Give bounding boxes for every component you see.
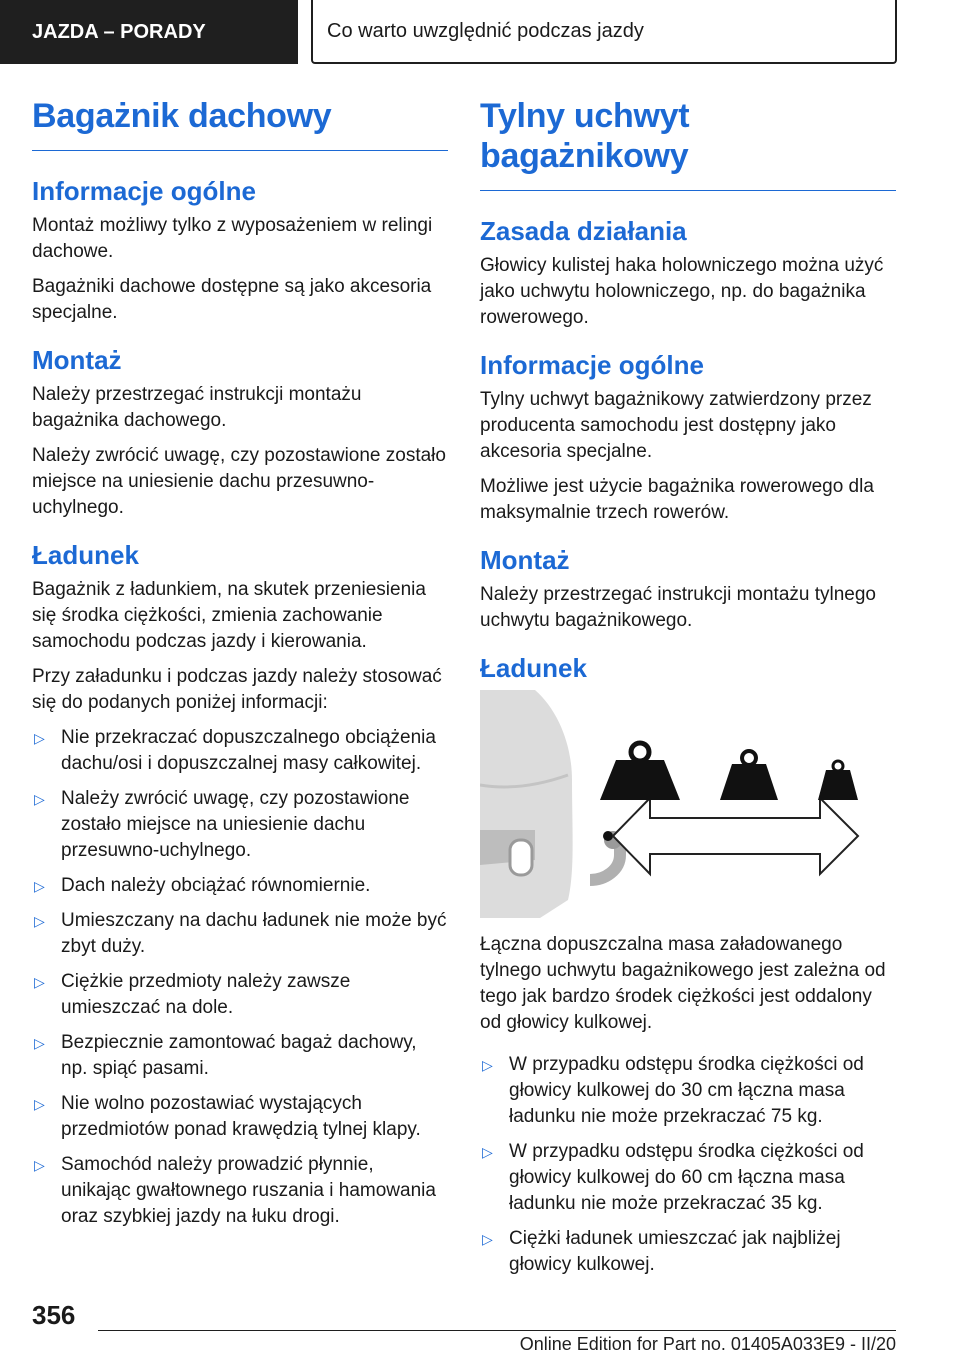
exhaust-tip [510,840,532,875]
carrier-principle-section [480,215,896,331]
triangle-right-icon: ▷ [34,1035,45,1051]
carrier-general-heading: Informacje ogólne [480,350,704,380]
footer-edition: Online Edition for Part no. 01405A033E9 - II/20 [519,1334,896,1354]
list-item: ▷ Samochód należy prowadzić płynnie, unikając gwałtownego ruszania i hamowania oraz szybkiej jazdy na łuku drogi. [34,1154,436,1227]
roof-general-p2: Bagażniki dachowe dostępne są jako akcesoria specjalne. [32,276,432,323]
triangle-right-icon: ▷ [34,730,45,746]
roof-general-heading: Informacje ogólne [32,176,256,206]
triangle-right-icon: ▷ [34,974,45,990]
roof-load-list [32,725,448,1230]
roof-load-p1: Bagażnik z ładunkiem, na skutek przeniesienia się środka ciężkości, zmienia zachowanie samochodu podczas jazdy i kierowania. [32,579,426,652]
footer-divider [98,1330,896,1331]
weight-large-icon [600,743,680,800]
list-item: ▷ Ciężki ładunek umieszczać jak najbliżej głowicy kulkowej. [482,1228,841,1275]
triangle-right-icon: ▷ [482,1144,493,1160]
list-item: ▷ Bezpiecznie zamontować bagaż dachowy, np. spiąć pasami. [34,1032,417,1079]
roof-load-heading: Ładunek [32,540,139,570]
triangle-right-icon: ▷ [34,1157,45,1173]
carrier-mount-p1: Należy przestrzegać instrukcji montażu tylnego uchwytu bagażnikowego. [480,584,877,631]
carrier-general-p2: Możliwe jest użycie bagażnika rowerowego dla maksymalnie trzech rowerów. [480,476,874,523]
carrier-load-heading: Ładunek [480,653,587,683]
triangle-right-icon: ▷ [34,791,45,807]
carrier-general-p1: Tylny uchwyt bagażnikowy zatwierdzony przez producenta samochodu jest dostępny jako akcesoria specjalne. [480,389,872,462]
list-item: ▷ Ciężkie przedmioty należy zawsze umieszczać na dole. [34,971,351,1018]
list-item: ▷ Nie przekraczać dopuszczalnego obciążenia dachu/osi i dopuszczalnej masy całkowitej. [34,727,436,774]
roof-mount-p1: Należy przestrzegać instrukcji montażu bagażnika dachowego. [32,384,362,431]
carrier-principle-p1: Głowicy kulistej haka holowniczego można użyć jako uchwytu holowniczego, np. do bagażnika rowerowego. [480,255,884,328]
chapter-tab: Co warto uwzględnić podczas jazdy [311,0,897,64]
list-item: ▷ Dach należy obciążać równomiernie. [32,873,448,899]
list-item: ▷ W przypadku odstępu środka ciężkości od głowicy kulkowej do 30 cm łączna masa ładunku nie może przekraczać 75 kg. [482,1054,864,1127]
roof-load-p2: Przy załadunku i podczas jazdy należy stosować się do podanych poniżej informacji: [32,666,442,713]
right-column [480,96,896,1296]
roof-general-p1: Montaż możliwy tylko z wyposażeniem w relingi dachowe. [32,215,433,262]
roof-mount-section [32,344,448,521]
carrier-mount-heading: Montaż [480,545,570,575]
section-tab: JAZDA – PORADY [0,0,298,64]
page-header [0,0,960,66]
weight-small-icon [818,761,858,800]
list-item: ▷ Nie wolno pozostawiać wystających przedmiotów ponad krawędzią tylnej klapy. [34,1093,421,1140]
roof-mount-p2: Należy zwrócić uwagę, czy pozostawione zostało miejsce na uniesienie dachu przesuwno-uchylnego. [32,445,446,518]
distance-double-arrow [613,798,858,874]
carrier-load-section [480,652,896,1278]
car-bumper-shape [480,690,573,918]
roof-rack-title: Bagażnik dachowy [32,96,448,151]
rear-carrier-title: Tylny uchwyt bagażnikowy [480,96,896,191]
carrier-mount-section [480,544,896,634]
roof-general-section [32,175,448,326]
weight-medium-icon [720,751,778,800]
carrier-general-section [480,349,896,526]
triangle-right-icon: ▷ [482,1057,493,1073]
triangle-right-icon: ▷ [34,913,45,929]
list-item: ▷ W przypadku odstępu środka ciężkości od głowicy kulkowej do 60 cm łączna masa ładunku nie może przekraczać 35 kg. [482,1141,864,1214]
list-item: ▷ Umieszczany na dachu ładunek nie może być zbyt duży. [34,910,447,957]
triangle-right-icon: ▷ [34,878,45,894]
roof-load-section [32,539,448,1230]
center-point-icon [603,831,613,841]
carrier-principle-heading: Zasada działania [480,216,687,246]
triangle-right-icon: ▷ [34,1096,45,1112]
roof-mount-heading: Montaż [32,345,122,375]
carrier-load-list [480,1052,896,1278]
carrier-load-p1: Łączna dopuszczalna masa załadowanego tylnego uchwytu bagażnikowego jest zależna od tego jak bardzo środek ciężkości jest oddalony od głowicy kulkowej. [480,934,886,1033]
tow-hitch-weights-illustration [480,690,896,918]
page-number: 356 [32,1300,76,1330]
triangle-right-icon: ▷ [482,1231,493,1247]
list-item: ▷ Należy zwrócić uwagę, czy pozostawione zostało miejsce na uniesienie dachu przesuwno-uchylnego. [34,788,410,861]
left-column [32,96,448,1248]
